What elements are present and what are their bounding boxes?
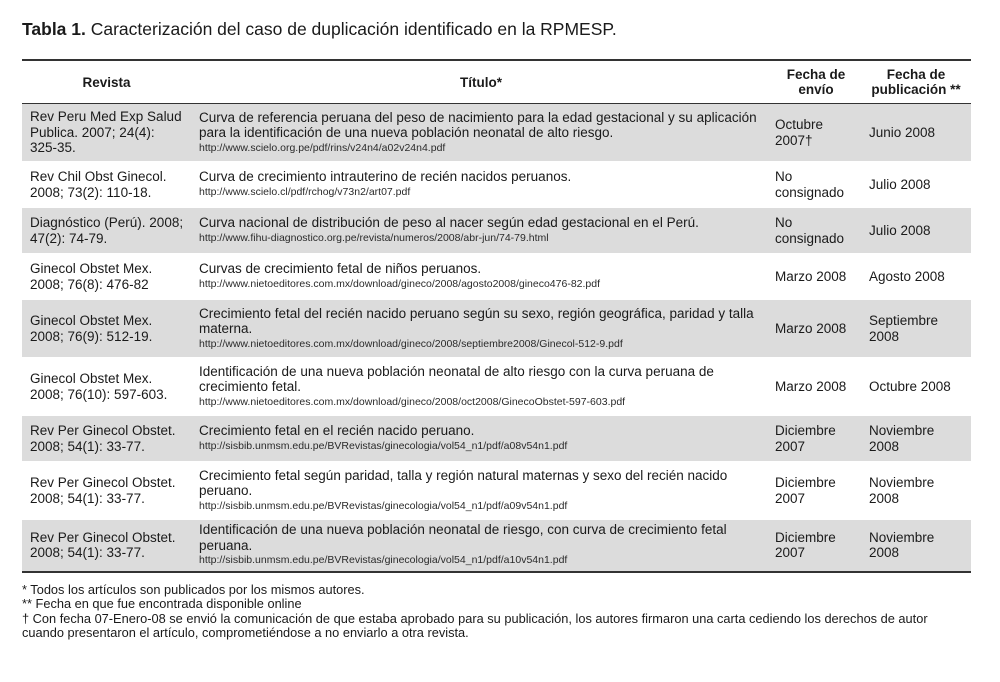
article-title: Identificación de una nueva población neonatal de riesgo, con curva de crecimiento fetal peruana. xyxy=(199,522,727,553)
table-footnotes xyxy=(22,583,971,641)
column-header-envio: Fecha de envío xyxy=(771,60,861,104)
cell-revista: Ginecol Obstet Mex. 2008; 76(8): 476-82 xyxy=(22,254,191,300)
article-title: Curva de referencia peruana del peso de nacimiento para la edad gestacional y su aplicación para la identificación de una nueva población neonatal de alto riesgo. xyxy=(199,109,757,140)
cell-publicacion: Junio 2008 xyxy=(861,104,971,162)
cell-titulo xyxy=(191,254,771,300)
table-row xyxy=(22,162,971,208)
article-title: Curva de crecimiento intrauterino de recién nacidos peruanos. xyxy=(199,169,572,185)
cell-titulo xyxy=(191,520,771,572)
column-header-revista: Revista xyxy=(22,60,191,104)
article-title: Curvas de crecimiento fetal de niños peruanos. xyxy=(199,261,482,277)
cell-revista: Rev Chil Obst Ginecol. 2008; 73(2): 110-18. xyxy=(22,162,191,208)
footnote: † Con fecha 07-Enero-08 se envió la comunicación de que estaba aprobado para su publicación, los autores firmaron una carta cediendo los derechos de autor cuando presentaron el artículo, comprometiéndose a no enviarlo a otra revista. xyxy=(22,610,928,640)
cell-envio: Marzo 2008 xyxy=(771,254,861,300)
article-title: Identificación de una nueva población neonatal de alto riesgo con la curva peruana de crecimiento fetal. xyxy=(199,363,714,394)
cell-revista: Diagnóstico (Perú). 2008; 47(2): 74-79. xyxy=(22,208,191,254)
cell-envio: No consignado xyxy=(771,208,861,254)
table-body xyxy=(22,104,971,572)
cell-envio: Diciembre 2007 xyxy=(771,462,861,520)
cell-revista: Ginecol Obstet Mex. 2008; 76(9): 512-19. xyxy=(22,300,191,358)
cell-envio: No consignado xyxy=(771,162,861,208)
cell-publicacion: Julio 2008 xyxy=(861,162,971,208)
cell-revista: Rev Per Ginecol Obstet. 2008; 54(1): 33-77. xyxy=(22,462,191,520)
article-url: http://www.nietoeditores.com.mx/download/gineco/2008/septiembre2008/Ginecol-512-9.pdf xyxy=(199,337,623,350)
duplication-table xyxy=(22,59,971,573)
cell-revista: Rev Per Ginecol Obstet. 2008; 54(1): 33-77. xyxy=(22,520,191,572)
footnote: ** Fecha en que fue encontrada disponible online xyxy=(22,596,302,611)
article-url: http://www.nietoeditores.com.mx/download/gineco/2008/oct2008/GinecoObstet-597-603.pdf xyxy=(199,395,626,408)
cell-titulo xyxy=(191,462,771,520)
article-url: http://sisbib.unmsm.edu.pe/BVRevistas/ginecologia/vol54_n1/pdf/a08v54n1.pdf xyxy=(199,439,568,452)
table-caption-text: Caracterización del caso de duplicación identificado en la RPMESP. xyxy=(85,19,617,39)
article-url: http://www.nietoeditores.com.mx/download/gineco/2008/agosto2008/gineco476-82.pdf xyxy=(199,277,601,290)
table-row xyxy=(22,104,971,162)
article-title: Crecimiento fetal del recién nacido peruano según su sexo, región geográfica, paridad y talla materna. xyxy=(199,305,754,336)
cell-envio: Diciembre 2007 xyxy=(771,520,861,572)
cell-envio: Marzo 2008 xyxy=(771,358,861,416)
cell-titulo xyxy=(191,162,771,208)
table-caption xyxy=(22,18,971,40)
table-row xyxy=(22,254,971,300)
article-url: http://www.fihu-diagnostico.org.pe/revista/numeros/2008/abr-jun/74-79.html xyxy=(199,231,549,244)
cell-titulo xyxy=(191,104,771,162)
cell-envio: Marzo 2008 xyxy=(771,300,861,358)
cell-publicacion: Octubre 2008 xyxy=(861,358,971,416)
article-url: http://www.scielo.cl/pdf/rchog/v73n2/art07.pdf xyxy=(199,185,411,198)
cell-titulo xyxy=(191,300,771,358)
cell-titulo xyxy=(191,416,771,462)
article-url: http://www.scielo.org.pe/pdf/rins/v24n4/a02v24n4.pdf xyxy=(199,141,446,154)
column-header-publicacion: Fecha de publicación ** xyxy=(861,60,971,104)
table-row xyxy=(22,358,971,416)
article-url: http://sisbib.unmsm.edu.pe/BVRevistas/ginecologia/vol54_n1/pdf/a10v54n1.pdf xyxy=(199,554,568,567)
table-row xyxy=(22,462,971,520)
footnote: * Todos los artículos son publicados por los mismos autores. xyxy=(22,581,365,597)
table-caption-label: Tabla 1. xyxy=(22,19,86,39)
cell-envio: Diciembre 2007 xyxy=(771,416,861,462)
cell-publicacion: Noviembre 2008 xyxy=(861,520,971,572)
article-title: Crecimiento fetal según paridad, talla y región natural maternas y sexo del recién nacido peruano. xyxy=(199,467,728,498)
table-header-row xyxy=(22,60,971,104)
cell-publicacion: Septiembre 2008 xyxy=(861,300,971,358)
cell-publicacion: Noviembre 2008 xyxy=(861,416,971,462)
table-row xyxy=(22,520,971,572)
article-title: Curva nacional de distribución de peso al nacer según edad gestacional en el Perú. xyxy=(199,215,699,231)
cell-titulo xyxy=(191,208,771,254)
table-row xyxy=(22,300,971,358)
cell-publicacion: Agosto 2008 xyxy=(861,254,971,300)
article-url: http://sisbib.unmsm.edu.pe/BVRevistas/ginecologia/vol54_n1/pdf/a09v54n1.pdf xyxy=(199,499,568,512)
cell-revista: Rev Peru Med Exp Salud Publica. 2007; 24(4): 325-35. xyxy=(22,104,191,162)
table-row xyxy=(22,416,971,462)
cell-publicacion: Julio 2008 xyxy=(861,208,971,254)
document-page xyxy=(22,18,971,641)
article-title: Crecimiento fetal en el recién nacido peruano. xyxy=(199,423,475,439)
cell-revista: Rev Per Ginecol Obstet. 2008; 54(1): 33-77. xyxy=(22,416,191,462)
column-header-titulo: Título* xyxy=(191,60,771,104)
cell-envio: Octubre 2007† xyxy=(771,104,861,162)
cell-titulo xyxy=(191,358,771,416)
cell-revista: Ginecol Obstet Mex. 2008; 76(10): 597-603. xyxy=(22,358,191,416)
cell-publicacion: Noviembre 2008 xyxy=(861,462,971,520)
table-row xyxy=(22,208,971,254)
